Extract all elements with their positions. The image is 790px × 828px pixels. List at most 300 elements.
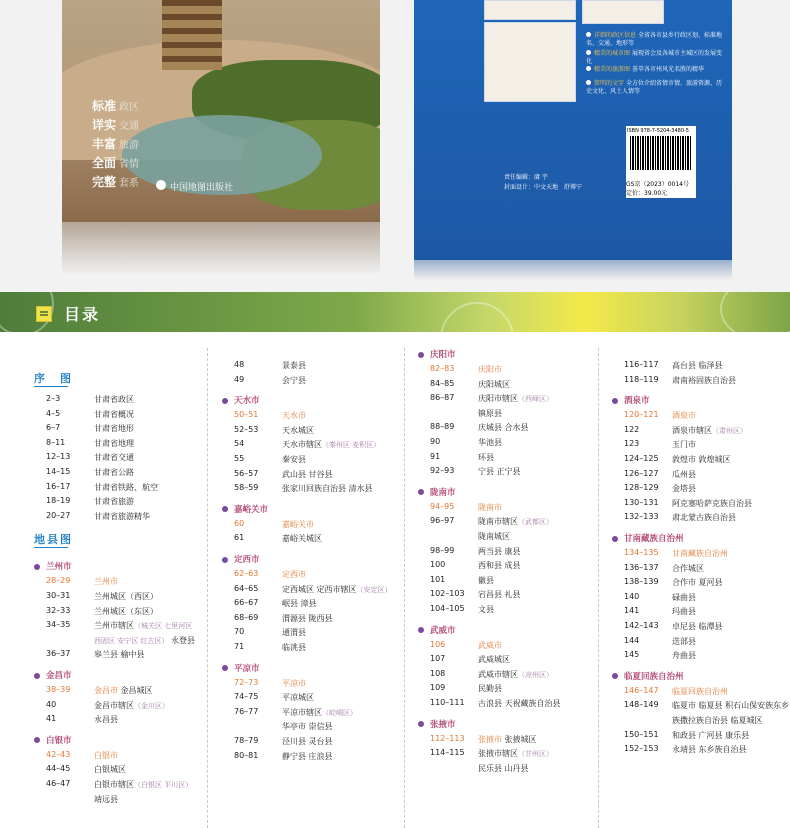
toc-entry[interactable] xyxy=(234,692,394,704)
entry-title: 嘉峪关市 xyxy=(282,519,314,529)
toc-entry[interactable] xyxy=(46,635,206,647)
toc-entry[interactable] xyxy=(46,482,206,494)
entry-title: 镇原县 xyxy=(478,408,502,418)
toc-entry[interactable] xyxy=(234,425,394,437)
toc-entry[interactable] xyxy=(46,511,206,523)
back-cover-reflection xyxy=(414,260,732,280)
page-number: 91 xyxy=(430,451,441,461)
entry-title: 通渭县 xyxy=(282,628,306,638)
page-number: 76–77 xyxy=(234,706,259,716)
toc-entry[interactable] xyxy=(624,548,784,560)
toc-entry[interactable] xyxy=(234,736,394,748)
bullet-icon xyxy=(222,506,228,512)
toc-entry[interactable] xyxy=(430,408,590,420)
page-number: 106 xyxy=(430,639,446,649)
entry-title: 永昌县 xyxy=(94,715,118,725)
toc-entry[interactable] xyxy=(624,715,784,727)
bullet-icon xyxy=(34,737,40,743)
toc-entry[interactable] xyxy=(430,452,590,464)
bullet-icon xyxy=(34,564,40,570)
toc-entry[interactable] xyxy=(430,546,590,558)
toc-entry[interactable] xyxy=(624,700,790,712)
page-number: 72–73 xyxy=(234,677,259,687)
toc-entry[interactable] xyxy=(624,744,784,756)
page-number: 38–39 xyxy=(46,685,71,694)
toc-entry[interactable] xyxy=(46,714,206,726)
section-heading: 序 图 xyxy=(34,372,73,385)
page-number: 112–113 xyxy=(430,733,465,743)
toc-entry[interactable] xyxy=(430,698,590,710)
slogan-2: 详实 交通 xyxy=(92,118,140,132)
entry-title: 高台县 临泽县 xyxy=(672,361,723,370)
entry-title: 定西市 xyxy=(282,570,306,579)
region-heading: 定西市 xyxy=(222,553,260,565)
toc-entry[interactable] xyxy=(46,591,206,603)
slogan-5: 完整 套系 xyxy=(92,175,140,189)
page-number: 138–139 xyxy=(624,577,659,587)
entry-title: 金昌市辖区（金川区） xyxy=(94,700,169,710)
cover-photo-strip xyxy=(0,0,790,292)
toc-entry[interactable] xyxy=(624,360,784,372)
page-number: 68–69 xyxy=(234,612,259,622)
toc-entry[interactable] xyxy=(624,439,784,451)
page-number: 14–15 xyxy=(46,467,71,476)
entry-title: 庆阳城区 xyxy=(478,379,510,389)
page-number: 120–121 xyxy=(624,410,659,420)
bullet-icon xyxy=(612,536,618,542)
page-number: 52–53 xyxy=(234,424,259,434)
toc-entry[interactable] xyxy=(430,654,590,666)
entry-title: 兰州市 xyxy=(94,577,118,587)
region-heading: 陇南市 xyxy=(418,486,456,498)
feature-line: 精美的城市图 展现省会及各城市主城区的发展变化 xyxy=(586,50,722,65)
entry-title: 临洮县 xyxy=(282,643,306,652)
toc-entry[interactable] xyxy=(430,589,590,601)
district-note: （金川区） xyxy=(134,701,169,710)
page-number: 102–103 xyxy=(430,589,465,599)
bullet-icon xyxy=(418,721,424,727)
page-number: 56–57 xyxy=(234,468,259,478)
page-number: 78–79 xyxy=(234,736,259,745)
page-number: 130–131 xyxy=(624,497,659,507)
entry-title: 武威市辖区（凉州区） xyxy=(478,669,553,679)
entry-title: 敦煌市 敦煌城区 xyxy=(672,455,731,464)
page-number: 32–33 xyxy=(46,605,71,615)
entry-title: 甘肃省政区 xyxy=(94,395,134,404)
entry-title: 民勤县 xyxy=(478,684,502,694)
swirl-ornament xyxy=(720,292,790,332)
section-heading: 地县图 xyxy=(34,533,73,547)
toc-entry[interactable] xyxy=(234,721,394,733)
bullet-icon xyxy=(418,489,424,495)
toc-entry[interactable] xyxy=(624,686,784,698)
page-number: 34–35 xyxy=(46,620,71,630)
bullet-icon xyxy=(222,398,228,404)
page-number: 148–149 xyxy=(624,700,659,710)
toc-entry[interactable] xyxy=(234,483,394,495)
page-number: 16–17 xyxy=(46,481,71,491)
toc-entry[interactable] xyxy=(234,598,394,610)
toc-entry[interactable] xyxy=(46,606,206,618)
entry-extra: 金昌城区 xyxy=(118,686,153,695)
toc-entry[interactable] xyxy=(46,576,206,588)
toc-entry[interactable] xyxy=(46,750,206,762)
page-number: 46–47 xyxy=(46,779,71,788)
page-number: 141 xyxy=(624,606,640,616)
swirl-ornament xyxy=(440,302,514,332)
page-number: 50–51 xyxy=(234,410,259,420)
toc-entry[interactable] xyxy=(624,483,784,495)
entry-title: 宕昌县 礼县 xyxy=(478,590,521,600)
toc-entry[interactable] xyxy=(624,454,784,466)
entry-title: 永靖县 东乡族自治县 xyxy=(672,745,747,755)
entry-title: 武威市 xyxy=(478,640,502,650)
toc-entry[interactable] xyxy=(234,439,394,451)
column-divider xyxy=(207,348,208,828)
entry-title: 临夏回族自治州 xyxy=(672,686,728,696)
map-thumbnail xyxy=(582,0,664,24)
toc-entry[interactable] xyxy=(46,649,206,661)
page-number: 2–3 xyxy=(46,394,61,403)
toc-entry[interactable] xyxy=(46,700,206,712)
entry-title: 甘肃省交通 xyxy=(94,453,134,463)
entry-title: 白银城区 xyxy=(94,765,126,775)
toc-entry[interactable] xyxy=(430,640,590,652)
entry-title: 酒泉市 xyxy=(672,411,696,421)
editor: 责任编辑：赓 宇 xyxy=(504,174,548,181)
toc-entry[interactable] xyxy=(624,730,784,742)
toc-entry[interactable] xyxy=(430,379,590,391)
page-number: 132–133 xyxy=(624,512,659,522)
entry-title: 金昌市 金昌城区 xyxy=(94,686,153,695)
page-number: 40 xyxy=(46,699,57,709)
page-number: 96–97 xyxy=(430,516,455,526)
column-divider xyxy=(598,348,599,828)
toc-entry[interactable] xyxy=(46,685,206,697)
feature-line: 详细的政区信息 全省各市县乡行政区划、标准地名、交通、地形等 xyxy=(586,32,722,47)
entry-title: 甘南藏族自治州 xyxy=(672,549,728,558)
entry-title: 合作市 夏河县 xyxy=(672,578,723,588)
toc-entry[interactable] xyxy=(624,512,784,524)
toc-entry[interactable] xyxy=(46,620,206,632)
toc-entry[interactable] xyxy=(430,531,590,543)
page-number: 136–137 xyxy=(624,562,659,572)
toc-entry[interactable] xyxy=(234,410,394,422)
toc-entry[interactable] xyxy=(430,669,590,681)
toc-entry[interactable] xyxy=(430,560,590,572)
page-number: 8–11 xyxy=(46,437,66,447)
toc-entry[interactable] xyxy=(46,764,206,776)
page-number: 108 xyxy=(430,668,446,678)
toc-entry[interactable] xyxy=(430,393,590,405)
entry-title: 定西城区 定西市辖区（安定区） xyxy=(282,584,392,594)
entry-title: 华亭市 崇信县 xyxy=(282,722,333,732)
toc-entry[interactable] xyxy=(430,364,590,376)
entry-title: 兰州城区（东区） xyxy=(94,606,158,616)
map-thumbnail xyxy=(484,0,576,20)
entry-title: 嘉峪关城区 xyxy=(282,534,322,544)
entry-title: 族撒拉族自治县 临夏城区 xyxy=(672,716,763,725)
page-number: 126–127 xyxy=(624,468,659,478)
section-underline xyxy=(34,547,68,548)
entry-title: 张掖市辖区（甘州区） xyxy=(478,749,553,759)
entry-title: 古浪县 天祝藏族自治县 xyxy=(478,699,561,708)
toc-list-icon xyxy=(36,306,52,322)
region-heading: 平凉市 xyxy=(222,662,260,674)
price-box xyxy=(626,180,696,198)
page-number: 18–19 xyxy=(46,496,71,506)
district-note: （城关区 七里河区 xyxy=(134,622,193,631)
back-cover xyxy=(414,0,732,260)
toc-entry[interactable] xyxy=(624,592,784,604)
entry-title: 陇南市 xyxy=(478,502,502,512)
toc-title: 目录 xyxy=(64,305,101,324)
page-number: 142–143 xyxy=(624,621,659,630)
page-number: 41 xyxy=(46,714,57,724)
entry-title: 阿克塞哈萨克族自治县 xyxy=(672,498,752,508)
region-heading: 庆阳市 xyxy=(418,348,456,360)
page-number: 92–93 xyxy=(430,466,455,476)
entry-title: 和政县 广河县 康乐县 xyxy=(672,730,750,740)
toc-entry[interactable] xyxy=(234,642,394,654)
credits xyxy=(504,173,582,193)
approval-number: GS京（2023）0014号 xyxy=(626,181,689,188)
toc-entry[interactable] xyxy=(430,763,590,775)
bullet-icon xyxy=(222,665,228,671)
entry-title: 两当县 康县 xyxy=(478,546,521,556)
toc-entry[interactable] xyxy=(46,467,206,479)
entry-title: 碌曲县 xyxy=(672,592,696,602)
entry-title: 庆阳市 xyxy=(478,365,502,374)
entry-title: 岷县 漳县 xyxy=(282,599,317,609)
toc-entry[interactable] xyxy=(234,627,394,639)
page-number: 144 xyxy=(624,635,640,645)
toc-entry[interactable] xyxy=(46,423,206,435)
entry-title: 文县 xyxy=(478,605,494,614)
entry-title: 陇南城区 xyxy=(478,532,510,541)
entry-title: 平凉市辖区（崆峒区） xyxy=(282,707,357,717)
district-note: （甘州区） xyxy=(518,750,553,759)
toc-entry[interactable] xyxy=(234,707,394,719)
entry-title: 兰州城区（西区） xyxy=(94,592,158,601)
toc-entry[interactable] xyxy=(430,516,590,528)
region-heading: 兰州市 xyxy=(34,560,72,572)
toc-entry[interactable] xyxy=(46,438,206,450)
toc-entry[interactable] xyxy=(46,452,206,464)
entry-title: 平凉市 xyxy=(282,678,306,688)
page-number: 60 xyxy=(234,518,245,528)
toc-entry[interactable] xyxy=(430,422,590,434)
region-heading: 嘉峪关市 xyxy=(222,503,268,515)
toc-entry[interactable] xyxy=(430,437,590,449)
district-note: （肃州区） xyxy=(712,426,747,435)
district-note: （崆峒区） xyxy=(322,708,357,717)
bullet-icon xyxy=(34,673,40,679)
entry-title: 平凉城区 xyxy=(282,693,314,703)
page-number: 71 xyxy=(234,642,245,651)
entry-title: 张家川回族自治县 清水县 xyxy=(282,484,373,494)
entry-extra: 永登县 xyxy=(168,635,195,645)
toc-entry[interactable] xyxy=(430,575,590,587)
toc-entry[interactable] xyxy=(430,604,590,616)
entry-title: 兰州市辖区（城关区 七里河区 xyxy=(94,621,193,631)
toc-entry[interactable] xyxy=(234,678,394,690)
entry-title: 玛曲县 xyxy=(672,607,696,617)
toc-entry[interactable] xyxy=(46,779,206,791)
toc-entry[interactable] xyxy=(234,613,394,625)
district-note: （安定区） xyxy=(356,585,392,594)
entry-title: 天水市 xyxy=(282,411,306,421)
page-number: 49 xyxy=(234,374,245,384)
toc-entry[interactable] xyxy=(624,375,784,387)
page-number: 140 xyxy=(624,591,640,601)
toc-entry[interactable] xyxy=(46,394,206,406)
toc-entry[interactable] xyxy=(234,375,394,387)
entry-title: 瓜州县 xyxy=(672,469,696,479)
entry-title: 迭部县 xyxy=(672,636,696,646)
page-number: 152–153 xyxy=(624,744,659,754)
entry-title: 武山县 甘谷县 xyxy=(282,469,333,479)
toc-entry[interactable] xyxy=(624,577,784,589)
entry-title: 西和县 成县 xyxy=(478,561,521,571)
page-number: 12–13 xyxy=(46,452,71,462)
entry-title: 徽县 xyxy=(478,575,494,585)
toc-entry[interactable] xyxy=(430,502,590,514)
toc-entry[interactable] xyxy=(624,410,784,422)
region-heading: 白银市 xyxy=(34,734,72,746)
page-number: 48 xyxy=(234,360,245,369)
entry-title: 舟曲县 xyxy=(672,651,696,661)
entry-title: 甘肃省旅游 xyxy=(94,497,134,507)
toc-entry[interactable] xyxy=(234,569,394,581)
page-number: 82–83 xyxy=(430,364,455,373)
barcode xyxy=(626,126,696,184)
entry-title: 武威城区 xyxy=(478,655,510,665)
region-heading: 金昌市 xyxy=(34,669,72,681)
page-number: 42–43 xyxy=(46,749,71,759)
page-number: 150–151 xyxy=(624,729,659,739)
bullet-icon xyxy=(222,557,228,563)
toc-entry[interactable] xyxy=(624,621,784,633)
page-number: 55 xyxy=(234,454,245,463)
entry-title: 庆城县 合水县 xyxy=(478,423,529,433)
toc-entry[interactable] xyxy=(624,469,784,481)
toc-entry[interactable] xyxy=(430,683,590,695)
page-number: 101 xyxy=(430,574,446,584)
page-number: 116–117 xyxy=(624,360,659,369)
region-heading: 酒泉市 xyxy=(612,394,650,406)
toc-entry[interactable] xyxy=(624,650,784,662)
entry-title: 甘肃省旅游精华 xyxy=(94,511,150,521)
entry-title: 甘肃省铁路、航空 xyxy=(94,482,158,492)
entry-title: 华池县 xyxy=(478,438,502,447)
toc-entry[interactable] xyxy=(234,519,394,531)
entry-title: 肃北蒙古族自治县 xyxy=(672,513,736,523)
entry-title: 合作城区 xyxy=(672,563,704,573)
entry-title: 民乐县 山丹县 xyxy=(478,763,529,773)
toc-entry[interactable] xyxy=(46,409,206,421)
toc-entry[interactable] xyxy=(430,734,590,746)
pagoda-shape xyxy=(162,0,222,70)
publisher-logo-icon xyxy=(156,180,166,190)
entry-title: 靖远县 xyxy=(94,794,118,804)
page-number: 44–45 xyxy=(46,764,71,774)
toc-entry[interactable] xyxy=(430,748,590,760)
entry-title: 白银市 xyxy=(94,750,118,760)
entry-title: 肃南裕固族自治县 xyxy=(672,375,736,385)
feature-line: 精美的旅游图 荟萃各市州风光名胜的精华 xyxy=(586,66,726,74)
toc-entry[interactable] xyxy=(234,454,394,466)
district-note: （西峰区） xyxy=(518,395,553,404)
page-number: 61 xyxy=(234,533,245,543)
toc-entry[interactable] xyxy=(624,563,784,575)
toc-entry[interactable] xyxy=(624,606,784,618)
page-number: 134–135 xyxy=(624,548,659,557)
price: 定价：39.00元 xyxy=(626,190,668,197)
district-note: （武都区） xyxy=(518,518,553,527)
region-heading: 张掖市 xyxy=(418,718,456,730)
bullet-icon xyxy=(418,627,424,633)
toc-entry[interactable] xyxy=(234,360,394,372)
toc-entry[interactable] xyxy=(430,466,590,478)
entry-title: 泾川县 灵台县 xyxy=(282,737,333,746)
entry-title xyxy=(94,635,195,646)
entry-title: 甘肃省地理 xyxy=(94,438,134,448)
page-number: 124–125 xyxy=(624,454,659,463)
toc-entry[interactable] xyxy=(234,469,394,481)
section-underline xyxy=(34,386,68,387)
page-number: 74–75 xyxy=(234,692,259,702)
district-note: （白银区 平川区） xyxy=(134,781,193,789)
page-number: 107 xyxy=(430,654,446,664)
toc-entry[interactable] xyxy=(46,496,206,508)
bullet-icon xyxy=(418,352,424,358)
page-number: 30–31 xyxy=(46,591,71,600)
page-number: 90 xyxy=(430,437,441,446)
page-number: 98–99 xyxy=(430,545,455,555)
bullet-icon xyxy=(612,398,618,404)
toc-entry[interactable] xyxy=(234,584,394,596)
region-heading: 武威市 xyxy=(418,624,456,636)
toc-entry[interactable] xyxy=(46,794,206,806)
toc-entry[interactable] xyxy=(234,751,394,763)
page-number: 84–85 xyxy=(430,378,455,388)
bullet-icon xyxy=(586,80,591,85)
page-number: 123 xyxy=(624,439,640,449)
page-number: 114–115 xyxy=(430,748,465,758)
page-number: 62–63 xyxy=(234,569,259,578)
entry-title: 临夏市 临夏县 积石山保安族东乡 xyxy=(672,701,790,711)
toc-entry[interactable] xyxy=(234,533,394,545)
entry-title: 金塔县 xyxy=(672,484,696,494)
page-number: 88–89 xyxy=(430,422,455,432)
slogan-1: 标准 政区 xyxy=(92,99,140,113)
entry-title: 会宁县 xyxy=(282,375,306,385)
region-heading: 天水市 xyxy=(222,394,260,406)
page-number: 20–27 xyxy=(46,510,71,520)
page-number: 94–95 xyxy=(430,501,455,511)
entry-title: 宁县 正宁县 xyxy=(478,467,521,477)
front-cover-reflection xyxy=(62,222,380,274)
region-heading: 甘南藏族自治州 xyxy=(612,532,684,544)
toc-entry[interactable] xyxy=(624,636,784,648)
toc-entry[interactable] xyxy=(624,425,784,437)
page-number: 104–105 xyxy=(430,604,465,613)
entry-title: 天水城区 xyxy=(282,425,314,435)
page-number: 145 xyxy=(624,650,640,660)
toc-entry[interactable] xyxy=(624,498,784,510)
district-note: （凉州区） xyxy=(518,670,553,679)
